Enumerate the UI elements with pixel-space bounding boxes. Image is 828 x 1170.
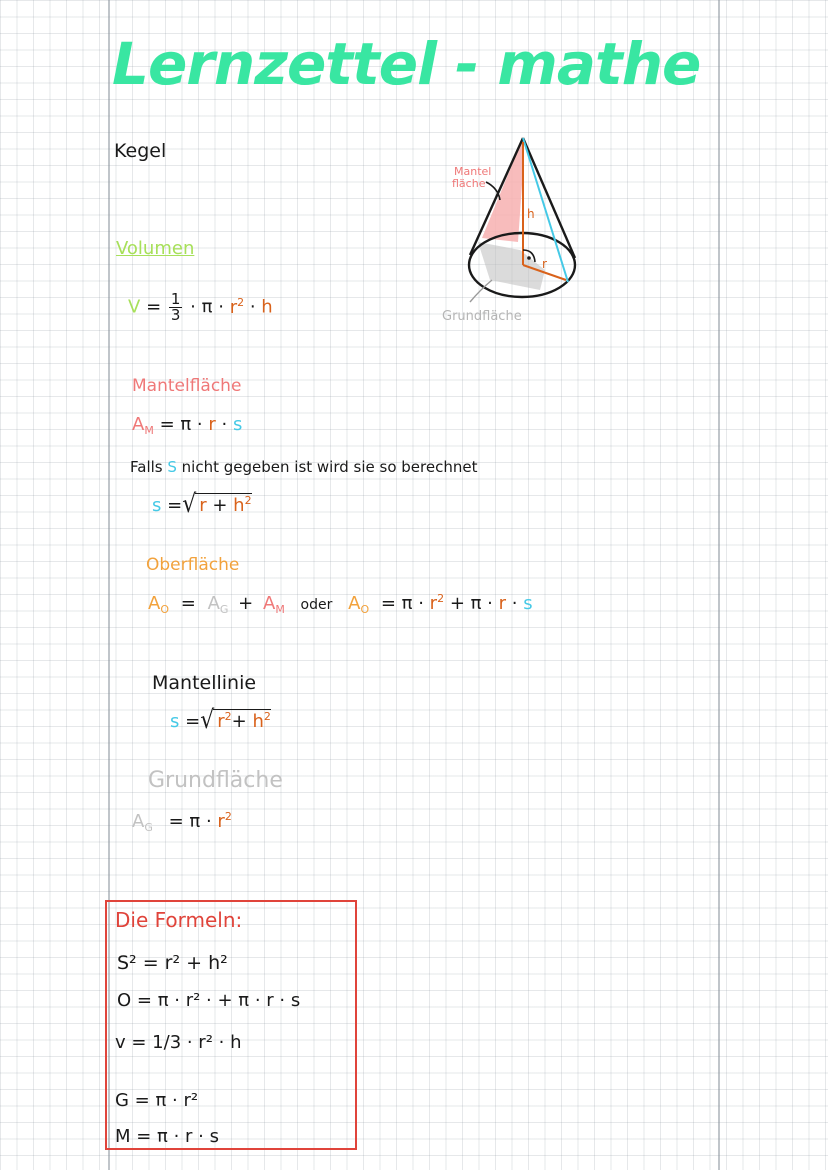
volumen-heading: Volumen [116, 238, 195, 259]
mantel-label-1: Mantel [454, 165, 492, 178]
ag-symbol: $A_G$ [207, 593, 229, 616]
ao-symbol: $A_O$ [148, 593, 169, 616]
grundflaeche-formula [132, 810, 232, 834]
eq: = [180, 593, 196, 614]
h-label: h [527, 207, 535, 221]
r-label: r [542, 257, 547, 271]
r-symbol: $r^2$ [217, 810, 232, 832]
mantellinie-formula [170, 708, 271, 733]
right-margin-line [718, 0, 720, 1170]
mantel-rest: = π · [159, 414, 209, 435]
sqrt-sign: √ [200, 706, 215, 735]
plus2: + π · [449, 593, 493, 614]
h-symbol: h [261, 296, 273, 318]
formel-line-3: v = 1/3 · r² · h [115, 1032, 242, 1053]
mantel-formula [132, 414, 242, 437]
formeln-heading: Die Formeln: [115, 908, 243, 932]
cone-diagram [430, 130, 600, 330]
dot: · [511, 593, 518, 614]
volumen-formula [128, 292, 273, 323]
am-symbol: $A_M$ [132, 414, 154, 437]
oberflaeche-heading: Oberfläche [146, 555, 240, 575]
sqrt-content: $r^2+ h^2$ [213, 709, 271, 732]
formel-line-2: O = π · r² · + π · r · s [117, 990, 301, 1011]
s-symbol: s [170, 711, 180, 732]
cone-right-edge [523, 138, 575, 258]
eq: = [179, 711, 201, 732]
grundflaeche-heading: Grundfläche [148, 768, 283, 793]
mantel-note: Falls S nicht gegeben ist wird sie so berechnet [130, 458, 478, 476]
s-symbol: s [152, 495, 162, 516]
page-title: Lernzettel - mathe [112, 30, 701, 98]
frac-den: 3 [170, 306, 181, 324]
grund-rest: = π · [168, 811, 212, 832]
oberflaeche-formula [148, 592, 533, 616]
formel-line-5: M = π · r · s [115, 1126, 220, 1147]
dot: · [190, 296, 196, 318]
eq: = [161, 495, 183, 516]
plus: + [238, 593, 254, 614]
mantel-root-formula [152, 492, 252, 517]
dot: · [249, 296, 256, 318]
one-third-fraction [169, 292, 183, 323]
formeln-box [105, 900, 357, 1150]
r-symbol-2: r [498, 593, 507, 614]
grund-label: Grundfläche [442, 309, 522, 324]
mantel-mid: · [215, 414, 233, 435]
r-symbol: r [208, 414, 216, 435]
eq: = [146, 296, 162, 318]
mantellinie-heading: Mantellinie [152, 672, 257, 694]
frac-num: 1 [170, 290, 181, 308]
formel-line-1: S² = r² + h² [117, 952, 228, 974]
ao-symbol-2: $A_O$ [348, 593, 370, 616]
kegel-label: Kegel [114, 140, 167, 162]
pi: π [201, 296, 213, 318]
v-symbol: V [128, 296, 141, 318]
formel-line-4: G = π · r² [115, 1090, 199, 1111]
ag-symbol: $A_G$ [132, 811, 153, 834]
r-symbol: $r^2$ [229, 295, 245, 318]
s-symbol: s [523, 593, 533, 614]
sqrt-sign: √ [182, 490, 197, 519]
sqrt-content: $r + h^2$ [195, 493, 251, 516]
s-symbol: s [232, 414, 243, 435]
dot: · [218, 296, 224, 318]
oder: oder [300, 597, 333, 613]
am-symbol: $A_M$ [262, 593, 285, 616]
right-angle-dot [527, 256, 531, 260]
eq2: = π · [380, 593, 424, 614]
mantel-label-2: fläche [452, 177, 486, 190]
mantel-heading: Mantelfläche [132, 376, 242, 396]
r-symbol: $r^2$ [429, 592, 445, 614]
